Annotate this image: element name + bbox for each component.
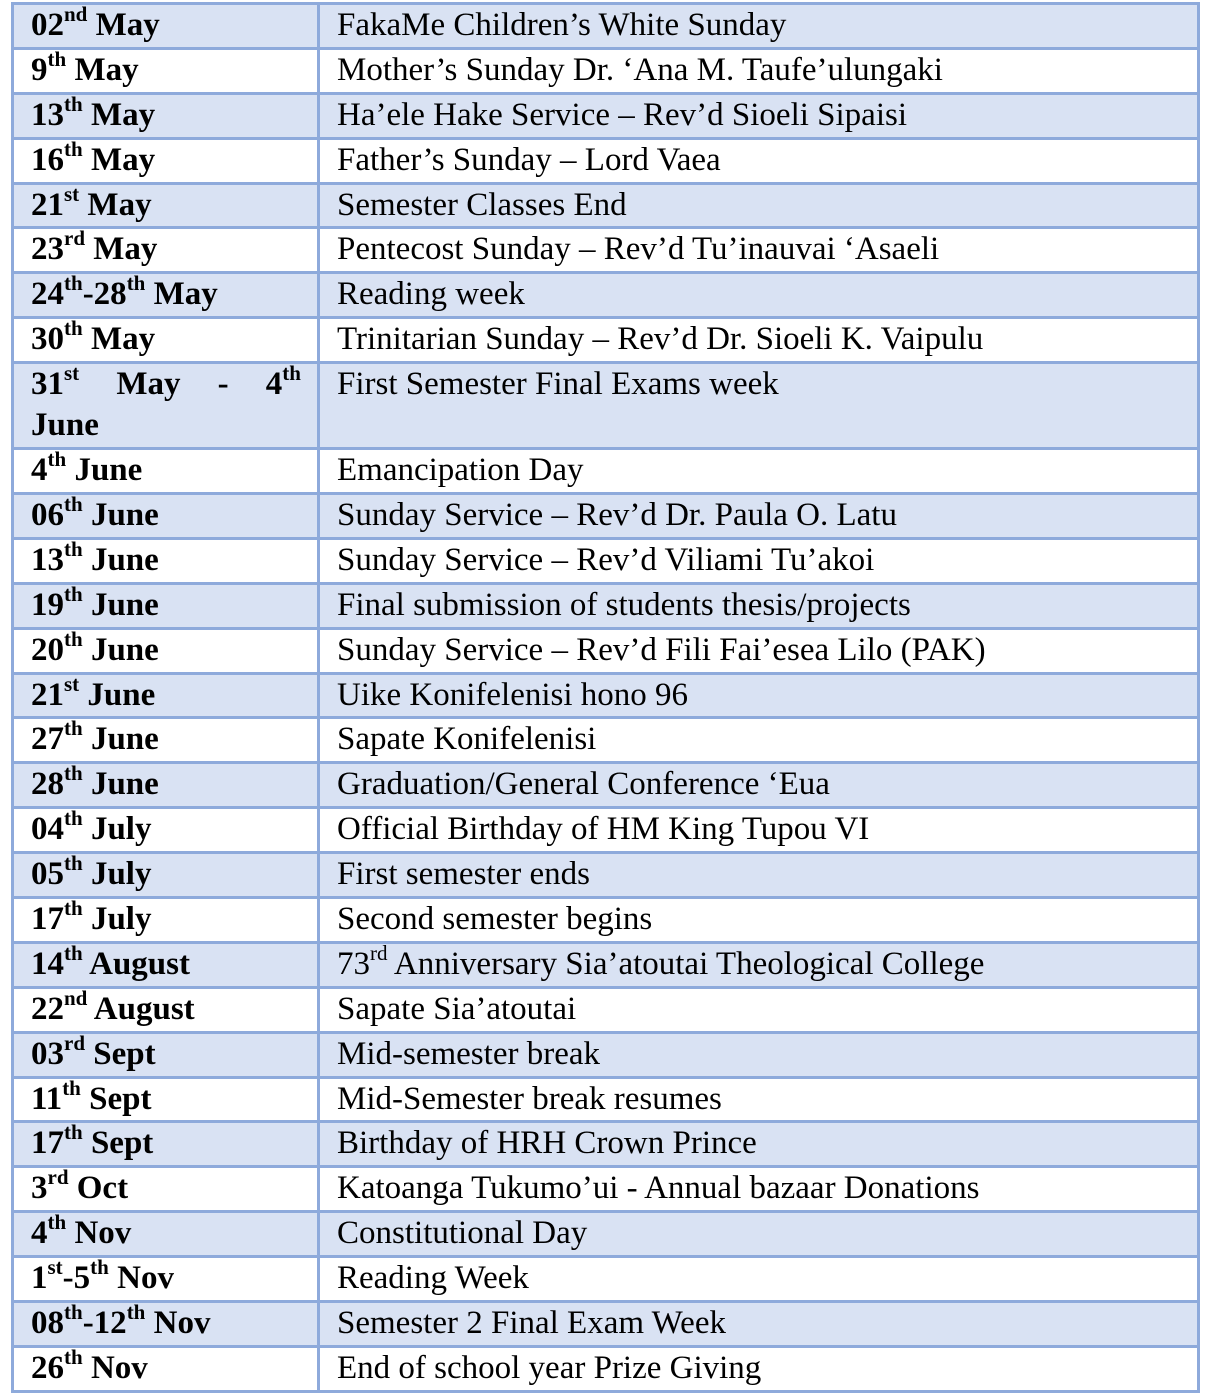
date-cell xyxy=(13,538,319,583)
date-word xyxy=(218,364,229,405)
event-cell xyxy=(319,273,1199,318)
text-segment: May xyxy=(66,51,139,88)
text-segment: Sapate Sia’atoutai xyxy=(337,990,577,1027)
text-segment: Mid-semester break xyxy=(337,1035,600,1072)
table-row xyxy=(13,228,1199,273)
event-cell xyxy=(319,1257,1199,1302)
text-segment: 17 xyxy=(31,1125,64,1162)
ordinal-suffix: th xyxy=(90,1256,109,1280)
event-cell xyxy=(319,987,1199,1032)
date-cell xyxy=(13,583,319,628)
text-segment: 05 xyxy=(31,856,64,893)
text-segment: July xyxy=(82,856,152,893)
event-cell xyxy=(319,673,1199,718)
table-row xyxy=(13,1302,1199,1347)
event-cell xyxy=(319,628,1199,673)
calendar-body xyxy=(13,4,1199,1392)
table-row xyxy=(13,538,1199,583)
ordinal-suffix: th xyxy=(64,1346,83,1369)
text-segment: Mother’s Sunday Dr. ‘Ana M. Taufe’ulungaki xyxy=(337,51,943,88)
text-segment: June xyxy=(31,407,99,444)
text-segment: May xyxy=(116,366,181,403)
text-segment: 4 xyxy=(31,452,48,489)
text-segment: Final submission of students thesis/projects xyxy=(337,586,911,623)
text-segment: May xyxy=(82,321,156,358)
text-segment: Nov xyxy=(82,1349,148,1386)
event-cell xyxy=(319,763,1199,808)
text-segment: Uike Konifelenisi hono 96 xyxy=(337,676,689,713)
table-row xyxy=(13,853,1199,898)
event-cell xyxy=(319,449,1199,494)
text-segment: Nov xyxy=(145,1305,211,1342)
text-segment: 11 xyxy=(31,1080,63,1117)
text-segment: Reading Week xyxy=(337,1260,529,1297)
text-segment: Sept xyxy=(80,1080,152,1117)
ordinal-suffix: st xyxy=(64,673,80,696)
text-segment: Anniversary Sia’atoutai Theological College xyxy=(387,945,985,982)
date-cell xyxy=(13,1167,319,1212)
table-row xyxy=(13,942,1199,987)
event-cell xyxy=(319,808,1199,853)
date-cell xyxy=(13,718,319,763)
date-cell xyxy=(13,942,319,987)
text-segment: First Semester Final Exams week xyxy=(337,366,779,403)
text-segment: -28 xyxy=(82,276,127,313)
ordinal-suffix: st xyxy=(64,183,80,206)
event-cell xyxy=(319,138,1199,183)
table-row xyxy=(13,808,1199,853)
text-segment: 21 xyxy=(31,676,64,713)
text-segment: Oct xyxy=(68,1170,129,1207)
text-segment: 04 xyxy=(31,811,64,848)
ordinal-suffix: th xyxy=(64,272,83,296)
ordinal-suffix: th xyxy=(64,1301,83,1325)
ordinal-suffix: th xyxy=(64,807,83,831)
date-cell xyxy=(13,4,319,49)
text-segment: Constitutional Day xyxy=(337,1215,588,1252)
text-segment: Birthday of HRH Crown Prince xyxy=(337,1125,757,1162)
text-segment: Semester 2 Final Exam Week xyxy=(337,1305,726,1342)
text-segment: First semester ends xyxy=(337,856,590,893)
text-segment: 17 xyxy=(31,901,64,938)
text-segment: August xyxy=(87,990,195,1027)
date-cell xyxy=(13,853,319,898)
ordinal-suffix: th xyxy=(64,493,83,517)
text-segment: 23 xyxy=(31,231,64,268)
text-segment: July xyxy=(82,901,152,938)
ordinal-suffix: th xyxy=(64,138,83,161)
table-row xyxy=(13,898,1199,943)
date-cell xyxy=(13,987,319,1032)
ordinal-suffix: th xyxy=(64,93,83,116)
ordinal-suffix: th xyxy=(47,448,67,472)
event-cell xyxy=(319,4,1199,49)
text-segment: Reading week xyxy=(337,276,525,313)
date-cell xyxy=(13,48,319,93)
text-segment: June xyxy=(82,631,159,668)
event-cell xyxy=(319,93,1199,138)
table-row xyxy=(13,987,1199,1032)
table-row xyxy=(13,449,1199,494)
date-cell xyxy=(13,449,319,494)
text-segment: 30 xyxy=(31,321,64,358)
event-cell xyxy=(319,583,1199,628)
text-segment: May xyxy=(82,141,156,178)
text-segment: Father’s Sunday – Lord Vaea xyxy=(337,141,721,178)
text-segment: Sunday Service – Rev’d Dr. Paula O. Latu xyxy=(337,497,897,534)
date-cell xyxy=(13,898,319,943)
date-word xyxy=(116,364,180,405)
ordinal-suffix: rd xyxy=(370,942,388,965)
date-cell xyxy=(13,1302,319,1347)
table-row xyxy=(13,273,1199,318)
text-segment: -5 xyxy=(62,1260,91,1297)
table-row xyxy=(13,1167,1199,1212)
date-cell xyxy=(13,93,319,138)
date-word xyxy=(266,364,301,405)
text-segment: 27 xyxy=(31,721,64,758)
text-segment: Katoanga Tukumo’ui - Annual bazaar Donations xyxy=(337,1170,980,1207)
event-cell xyxy=(319,942,1199,987)
event-cell xyxy=(319,538,1199,583)
table-row xyxy=(13,138,1199,183)
event-cell xyxy=(319,1122,1199,1167)
date-cell xyxy=(13,1122,319,1167)
ordinal-suffix: th xyxy=(126,272,146,296)
ordinal-suffix: rd xyxy=(64,227,85,251)
event-cell xyxy=(319,228,1199,273)
text-segment: June xyxy=(82,497,159,534)
ordinal-suffix: th xyxy=(64,717,83,741)
date-cell xyxy=(13,808,319,853)
ordinal-suffix: nd xyxy=(64,987,88,1010)
text-segment: July xyxy=(82,811,152,848)
table-row xyxy=(13,1077,1199,1122)
ordinal-suffix: st xyxy=(64,362,80,386)
table-row xyxy=(13,318,1199,363)
text-segment: August xyxy=(82,945,190,982)
text-segment: -12 xyxy=(82,1305,127,1342)
text-segment: 26 xyxy=(31,1349,64,1386)
ordinal-suffix: th xyxy=(47,1211,67,1235)
ordinal-suffix: th xyxy=(62,1077,81,1100)
text-segment: End of school year Prize Giving xyxy=(337,1349,762,1386)
text-segment: 06 xyxy=(31,497,64,534)
event-cell xyxy=(319,1077,1199,1122)
text-segment: May xyxy=(85,231,158,268)
event-cell xyxy=(319,853,1199,898)
event-cell xyxy=(319,318,1199,363)
text-segment: - xyxy=(217,366,229,403)
ordinal-suffix: th xyxy=(64,317,83,341)
event-cell xyxy=(319,494,1199,539)
table-row xyxy=(13,363,1199,449)
table-row xyxy=(13,93,1199,138)
date-cell xyxy=(13,1077,319,1122)
text-segment: Semester Classes End xyxy=(337,186,627,223)
ordinal-suffix: rd xyxy=(47,1166,69,1190)
table-row xyxy=(13,628,1199,673)
text-segment: 03 xyxy=(31,1035,64,1072)
ordinal-suffix: th xyxy=(64,1121,83,1145)
ordinal-suffix: rd xyxy=(64,1032,85,1055)
text-segment: Sept xyxy=(85,1035,156,1072)
text-segment: Graduation/General Conference ‘Eua xyxy=(337,766,830,803)
date-cell xyxy=(13,1257,319,1302)
event-cell xyxy=(319,1212,1199,1257)
text-segment: June xyxy=(82,721,159,758)
ordinal-suffix: th xyxy=(47,48,67,71)
table-row xyxy=(13,583,1199,628)
table-row xyxy=(13,1212,1199,1257)
ordinal-suffix: th xyxy=(64,583,83,606)
text-segment: 16 xyxy=(31,141,64,178)
text-segment: 4 xyxy=(31,1215,48,1252)
date-cell xyxy=(13,273,319,318)
date-cell xyxy=(13,228,319,273)
text-segment: 22 xyxy=(31,990,64,1027)
text-segment: Sunday Service – Rev’d Fili Fai’esea Lilo (PAK) xyxy=(337,631,986,668)
text-segment: May xyxy=(87,7,160,43)
date-cell xyxy=(13,1212,319,1257)
text-segment: 19 xyxy=(31,586,64,623)
text-segment: Official Birthday of HM King Tupou VI xyxy=(337,811,870,848)
date-cell xyxy=(13,1032,319,1077)
event-cell xyxy=(319,718,1199,763)
date-cell xyxy=(13,673,319,718)
text-segment: 20 xyxy=(31,631,64,668)
text-segment: 1 xyxy=(31,1260,48,1297)
text-segment: 9 xyxy=(31,51,48,88)
text-segment: 13 xyxy=(31,541,64,578)
table-row xyxy=(13,673,1199,718)
text-segment: May xyxy=(145,276,218,313)
text-segment: Second semester begins xyxy=(337,901,653,938)
event-cell xyxy=(319,898,1199,943)
text-segment: May xyxy=(79,186,152,223)
ordinal-suffix: th xyxy=(64,852,83,876)
text-segment: 13 xyxy=(31,96,64,133)
table-row xyxy=(13,494,1199,539)
table-row xyxy=(13,4,1199,49)
text-segment: 4 xyxy=(265,366,283,403)
ordinal-suffix: th xyxy=(64,762,83,786)
text-segment: Nov xyxy=(108,1260,174,1297)
date-cell xyxy=(13,138,319,183)
text-segment: Nov xyxy=(66,1215,132,1252)
table-row xyxy=(13,1346,1199,1391)
date-line xyxy=(31,405,317,446)
date-cell xyxy=(13,363,319,449)
text-segment: Pentecost Sunday – Rev’d Tu’inauvai ‘Asaeli xyxy=(337,231,940,268)
event-cell xyxy=(319,1032,1199,1077)
text-segment: 14 xyxy=(31,945,64,982)
text-segment: June xyxy=(66,452,143,489)
event-cell xyxy=(319,363,1199,449)
text-segment: Sunday Service – Rev’d Viliami Tu’akoi xyxy=(337,541,875,578)
table-row xyxy=(13,1122,1199,1167)
calendar-table xyxy=(11,2,1200,1393)
text-segment: June xyxy=(82,586,159,623)
table-row xyxy=(13,1032,1199,1077)
text-segment: Mid-Semester break resumes xyxy=(337,1080,722,1117)
text-segment: June xyxy=(82,766,159,803)
text-segment: 21 xyxy=(31,186,64,223)
text-segment: Emancipation Day xyxy=(337,452,584,489)
event-cell xyxy=(319,1302,1199,1347)
ordinal-suffix: th xyxy=(64,897,83,921)
table-row xyxy=(13,1257,1199,1302)
text-segment: 3 xyxy=(31,1170,48,1207)
date-cell xyxy=(13,318,319,363)
ordinal-suffix: th xyxy=(282,362,301,386)
date-cell xyxy=(13,1346,319,1391)
event-cell xyxy=(319,1346,1199,1391)
text-segment: Sapate Konifelenisi xyxy=(337,721,597,758)
text-segment: June xyxy=(79,676,156,713)
ordinal-suffix: th xyxy=(64,538,83,561)
text-segment: Sept xyxy=(82,1125,154,1162)
table-row xyxy=(13,48,1199,93)
date-cell xyxy=(13,763,319,808)
text-segment: 08 xyxy=(31,1305,64,1342)
ordinal-suffix: st xyxy=(47,1256,63,1280)
date-cell xyxy=(13,183,319,228)
table-row xyxy=(13,763,1199,808)
ordinal-suffix: nd xyxy=(64,3,88,26)
date-cell xyxy=(13,628,319,673)
date-word xyxy=(31,364,79,405)
table-row xyxy=(13,718,1199,763)
ordinal-suffix: th xyxy=(126,1301,146,1325)
text-segment: 73 xyxy=(337,945,370,982)
text-segment: Trinitarian Sunday – Rev’d Dr. Sioeli K. Vaipulu xyxy=(337,321,984,358)
text-segment: 24 xyxy=(31,276,64,313)
text-segment: 28 xyxy=(31,766,64,803)
table-row xyxy=(13,183,1199,228)
date-line xyxy=(31,364,317,405)
event-cell xyxy=(319,48,1199,93)
text-segment: 31 xyxy=(31,366,64,403)
ordinal-suffix: th xyxy=(64,628,83,651)
ordinal-suffix: th xyxy=(64,942,83,965)
event-cell xyxy=(319,1167,1199,1212)
text-segment: June xyxy=(82,541,159,578)
text-segment: FakaMe Children’s White Sunday xyxy=(337,7,787,43)
text-segment: Ha’ele Hake Service – Rev’d Sioeli Sipaisi xyxy=(337,96,908,133)
text-segment: May xyxy=(82,96,156,133)
text-segment: 02 xyxy=(31,7,64,43)
date-cell xyxy=(13,494,319,539)
event-cell xyxy=(319,183,1199,228)
